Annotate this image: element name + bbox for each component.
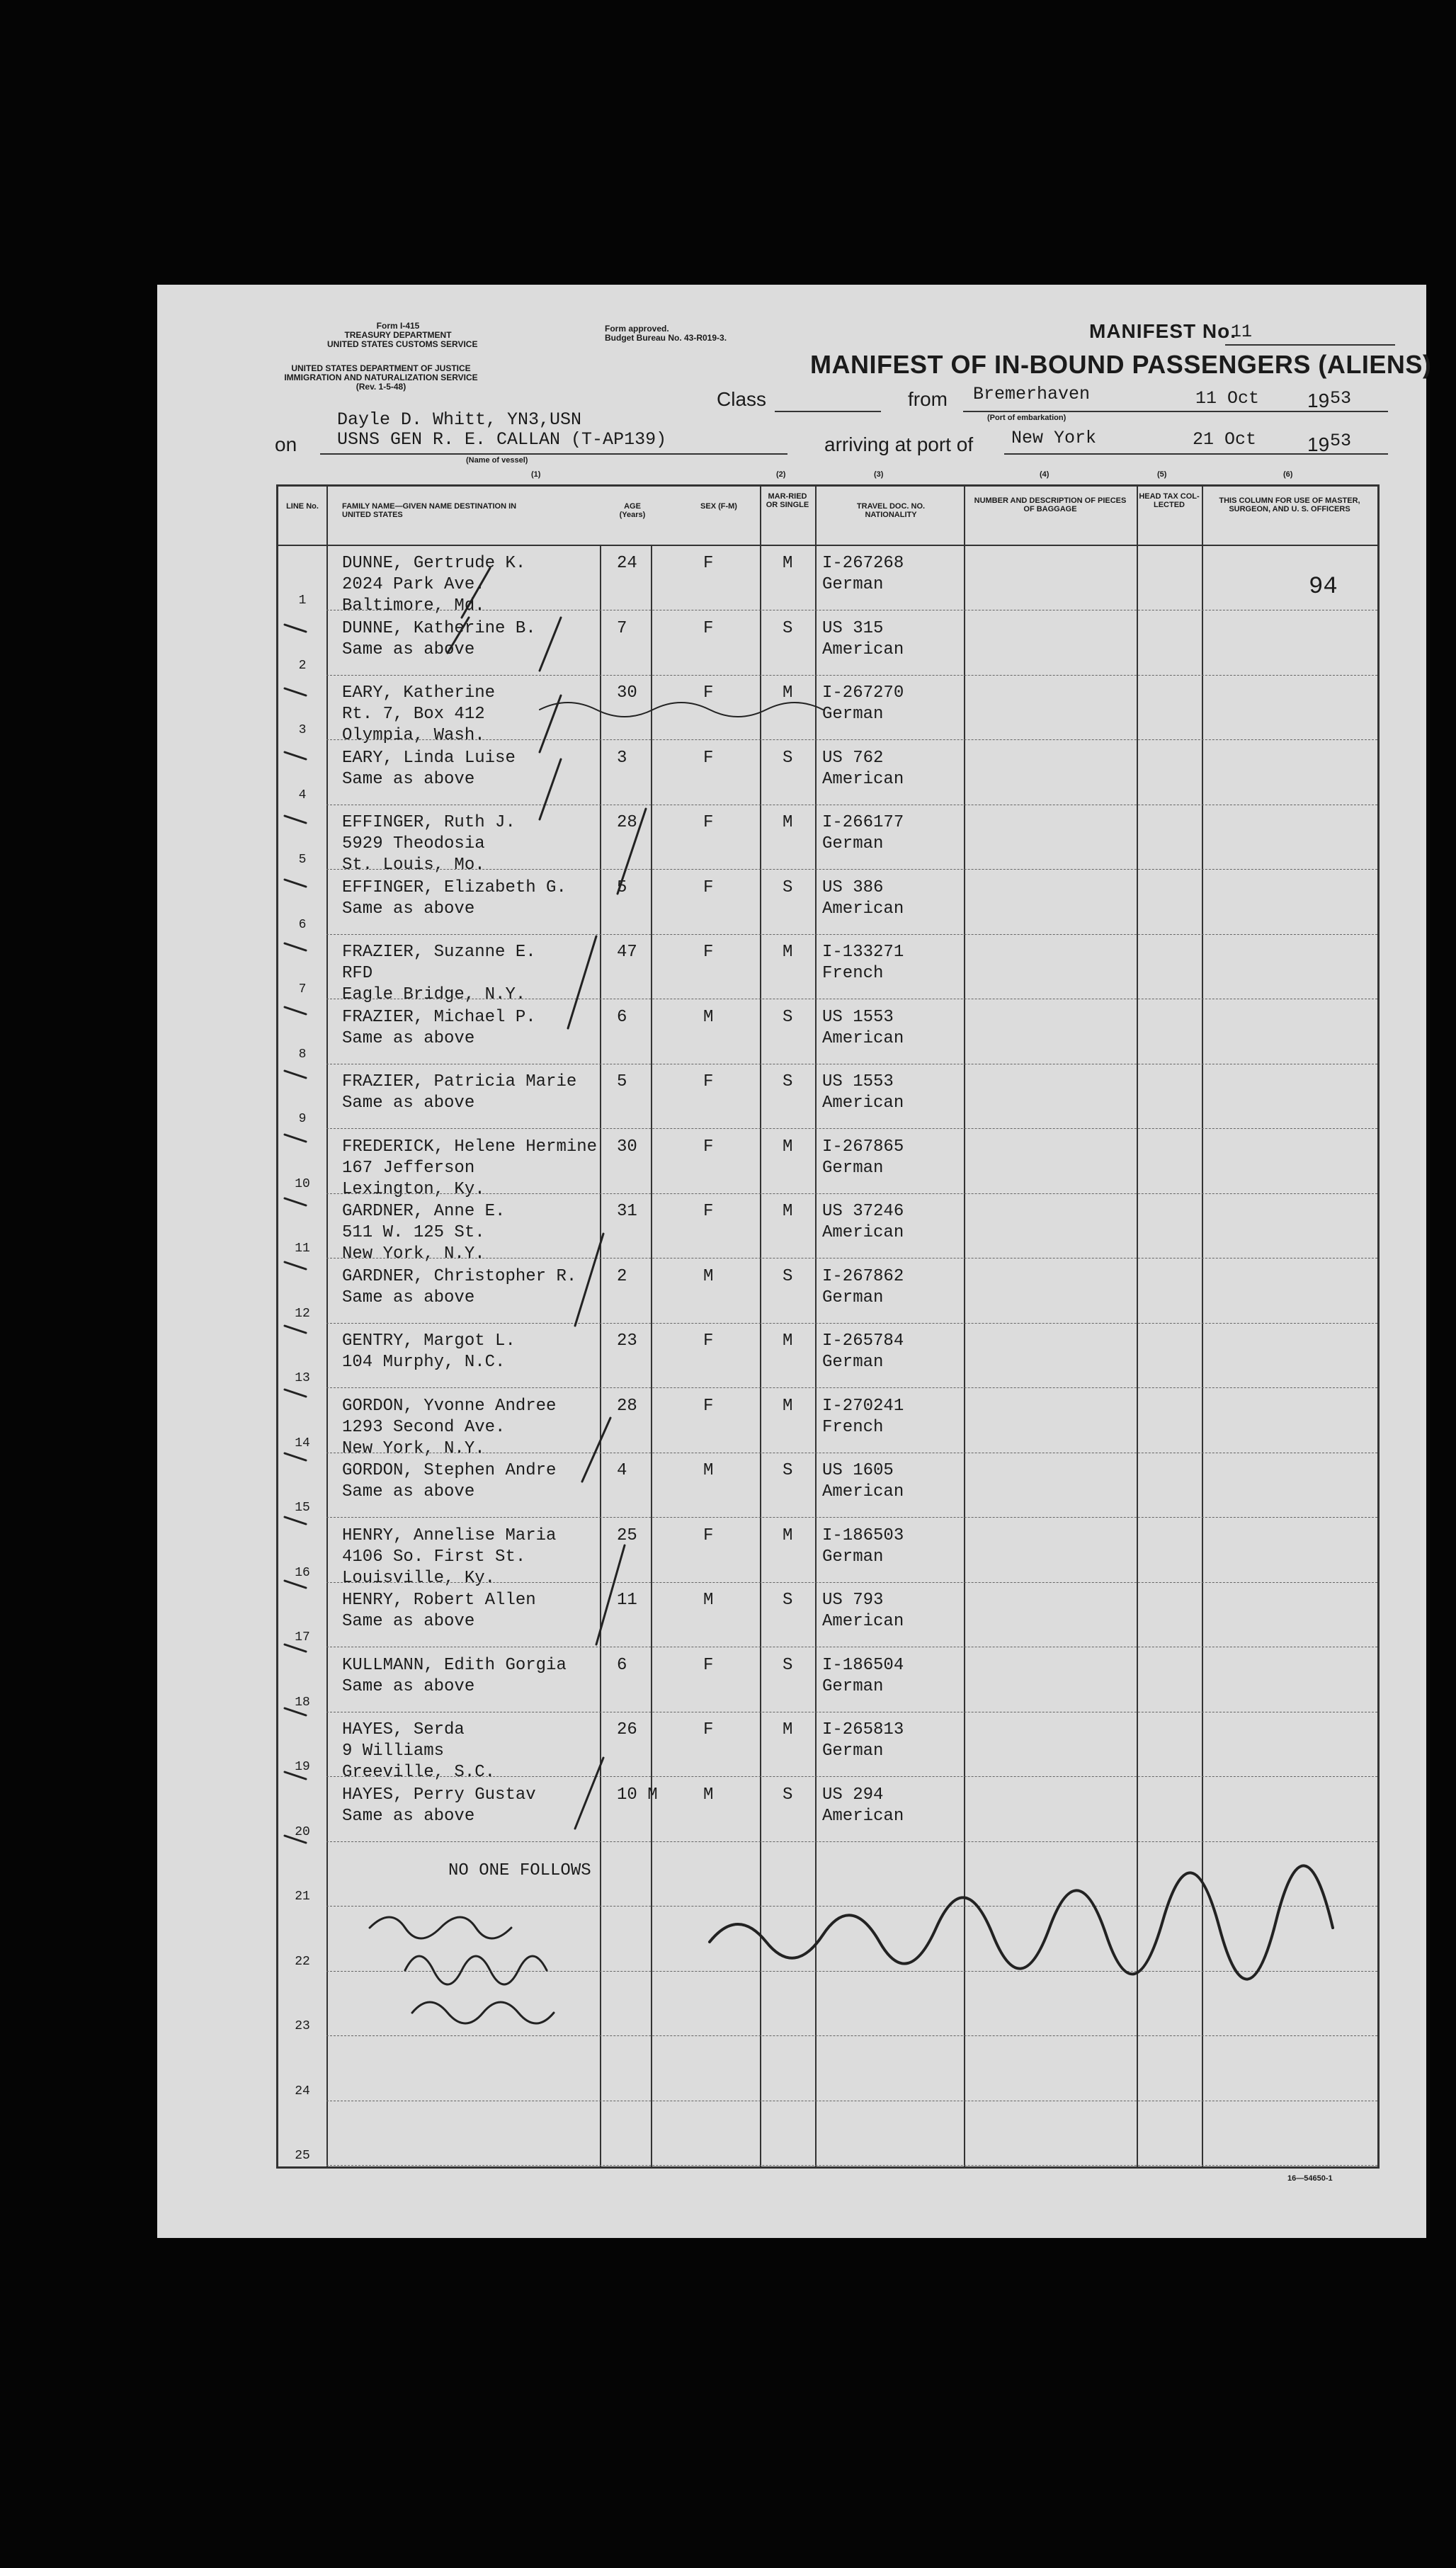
marital-status-cell: S [783,1655,793,1675]
travel-doc-cell: I-265784 [822,1331,904,1351]
age-cell: 5 [617,1072,627,1091]
age-cell: 3 [617,748,627,768]
line-number: 7 [298,982,307,996]
arrival-date: 21 Oct [1193,429,1257,450]
budget-number: Budget Bureau No. 43-R019-3. [605,333,727,343]
travel-doc-cell: I-267865 [822,1137,904,1157]
nationality-cell: German [822,834,884,853]
line-number: 19 [295,1760,310,1774]
passenger-name-destination: EARY, Katherine Rt. 7, Box 412 Olympia, Wash. [342,683,496,745]
checkmark [285,1390,306,1397]
handwriting-layer [157,285,1426,2238]
travel-doc-cell: US 294 [822,1785,884,1805]
form-number: Form I-415 [376,321,420,331]
travel-doc-cell: US 1553 [822,1007,894,1027]
checkmark [285,695,561,759]
age-cell: 30 [617,683,637,703]
travel-doc-cell: I-186504 [822,1655,904,1675]
line-number: 9 [298,1112,307,1126]
line-number: 13 [295,1371,310,1385]
nationality-cell: German [822,1158,884,1178]
age-cell: 6 [617,1655,627,1675]
age-cell: 47 [617,943,637,962]
col-number: (5) [1157,470,1167,479]
nationality-cell: American [822,640,904,659]
travel-doc-cell: US 793 [822,1591,884,1610]
nationality-cell: American [822,769,904,789]
nationality-cell: German [822,1742,884,1761]
line-number: 8 [298,1047,307,1062]
signature-initials [405,1956,547,1984]
col-header-officers: THIS COLUMN FOR USE OF MASTER, SURGEON, AND U. S. OFFICERS [1219,496,1360,513]
col-number: (4) [1040,470,1050,479]
col-header-head-tax: HEAD TAX COL-LECTED [1139,492,1200,509]
embarkation-port: Bremerhaven [973,384,1091,404]
passenger-name-destination: EFFINGER, Ruth J. 5929 Theodosia St. Louis, Mo. [342,813,516,875]
signature-line-10 [370,1917,511,1938]
checkmark [285,1517,306,1524]
arrival-year: 53 [1330,431,1352,451]
marital-status-cell: S [783,618,793,638]
manifest-number-label: MANIFEST No. [1089,320,1236,342]
marital-status-cell: S [783,877,793,897]
marital-status-cell: S [783,1591,793,1610]
col-header-age: AGE (Years) [619,502,646,519]
travel-doc-cell: US 386 [822,877,884,897]
passenger-name-destination: KULLMANN, Edith Gorgia Same as above [342,1655,567,1696]
travel-doc-cell: US 1553 [822,1072,894,1091]
margin-number: 94 [1309,574,1338,601]
line-number: 6 [298,917,307,932]
arriving-label: arriving at port of [824,433,974,455]
age-cell: 6 [617,1007,627,1027]
sex-cell: M [703,1266,714,1286]
from-label: from [908,388,948,410]
handwritten-stamp [540,703,823,717]
line-number: 16 [295,1565,310,1580]
passenger-name-destination: GORDON, Stephen Andre Same as above [342,1461,557,1501]
sex-cell: F [703,1655,714,1675]
manifest-title: MANIFEST OF IN-BOUND PASSENGERS (ALIENS) [810,350,1432,379]
checkmark [285,943,306,950]
travel-doc-cell: I-133271 [822,943,904,962]
checkmark [285,1071,306,1078]
line-number: 11 [295,1242,310,1256]
line-number: 22 [295,1954,310,1969]
nationality-cell: German [822,1288,884,1307]
marital-status-cell: M [783,1137,793,1157]
treasury-label: TREASURY DEPARTMENT [344,330,452,340]
nationality-cell: German [822,575,884,594]
passenger-name-destination: HENRY, Robert Allen Same as above [342,1591,536,1631]
line-number: 20 [295,1824,310,1839]
marital-status-cell: M [783,683,793,703]
sex-cell: M [703,1007,714,1027]
col-number: (2) [776,470,786,479]
travel-doc-cell: US 762 [822,748,884,768]
col-header-travel-doc: TRAVEL DOC. NO. NATIONALITY [856,502,926,519]
marital-status-cell: M [783,813,793,832]
sex-cell: F [703,554,714,573]
line-number: 12 [295,1306,310,1321]
line-number: 25 [295,2149,310,2163]
passenger-name-destination: DUNNE, Gertrude K. 2024 Park Ave. Baltimore, Md. [342,554,526,615]
vessel-caption: (Name of vessel) [466,456,528,465]
age-cell: 10 M [617,1785,658,1805]
travel-doc-cell: I-186503 [822,1526,904,1545]
officer-signature [710,1865,1333,1979]
sex-cell: M [703,1591,714,1610]
line-number: 17 [295,1630,310,1644]
sex-cell: F [703,1202,714,1221]
line-number: 3 [298,723,307,737]
sex-cell: F [703,1720,714,1739]
col-number: (6) [1283,470,1293,479]
revision-label: (Rev. 1-5-48) [356,382,406,392]
nationality-cell: American [822,1482,904,1501]
col-header-line: LINE No. [286,502,319,511]
checkmark [285,618,561,695]
passenger-name-destination: EARY, Linda Luise Same as above [342,748,516,789]
line-number: 4 [298,788,307,802]
signature-name [412,2002,554,2023]
col-number: (3) [874,470,884,479]
checkmark [285,1708,306,1715]
travel-doc-cell: US 1605 [822,1461,894,1480]
marital-status-cell: M [783,1331,793,1351]
passenger-name-destination: HAYES, Serda 9 Williams Greeville, S.C. [342,1720,496,1782]
line-number: 2 [298,658,307,673]
travel-doc-cell: I-265813 [822,1720,904,1739]
sex-cell: M [703,1461,714,1480]
travel-doc-cell: I-270241 [822,1396,904,1416]
travel-doc-cell: I-267270 [822,683,904,703]
line-number: 5 [298,853,307,867]
customs-label: UNITED STATES CUSTOMS SERVICE [327,339,478,349]
checkmark [285,1198,306,1205]
travel-doc-cell: US 37246 [822,1202,904,1221]
sex-cell: F [703,943,714,962]
passenger-name-destination: DUNNE, Katherine B. Same as above [342,618,536,659]
nationality-cell: American [822,1028,904,1048]
age-cell: 2 [617,1266,627,1286]
embarkation-year-prefix: 19 [1307,390,1330,411]
checkmark [285,1545,625,1644]
sex-cell: F [703,877,714,897]
ins-label: IMMIGRATION AND NATURALIZATION SERVICE [284,373,478,382]
passenger-name-destination: GENTRY, Margot L. 104 Murphy, N.C. [342,1331,516,1372]
footer-code: 16—54650-1 [1287,2174,1333,2183]
line-number: 23 [295,2019,310,2033]
manifest-page [157,285,1432,2238]
marital-status-cell: M [783,1396,793,1416]
age-cell: 30 [617,1137,637,1157]
arrival-year-prefix: 19 [1307,433,1330,455]
embarkation-date: 11 Oct [1195,388,1260,409]
age-cell: 28 [617,1396,637,1416]
passenger-name-destination: FRAZIER, Michael P. Same as above [342,1007,536,1048]
marital-status-cell: S [783,1785,793,1805]
age-cell: 26 [617,1720,637,1739]
arrival-port: New York [1011,428,1097,448]
passenger-name-destination: HENRY, Annelise Maria 4106 So. First St. Louisville, Ky. [342,1526,557,1588]
form-approved: Form approved. [605,324,669,334]
passenger-name-destination: GARDNER, Christopher R. Same as above [342,1266,577,1307]
age-cell: 4 [617,1461,627,1480]
embarkation-caption: (Port of embarkation) [987,414,1067,422]
passenger-name-destination: FREDERICK, Helene Hermine 167 Jefferson Lexington, Ky. [342,1137,598,1199]
age-cell: 31 [617,1202,637,1221]
nationality-cell: German [822,1676,884,1696]
checkmark [285,1644,306,1652]
master-name: Dayle D. Whitt, YN3,USN [337,409,582,430]
checkmark [285,809,646,894]
doj-label: UNITED STATES DEPARTMENT OF JUSTICE [291,363,471,373]
line-number: 18 [295,1695,310,1710]
sex-cell: F [703,618,714,638]
nationality-cell: French [822,964,884,983]
sex-cell: F [703,813,714,832]
age-cell: 23 [617,1331,637,1351]
sex-cell: F [703,1396,714,1416]
passenger-name-destination: NO ONE FOLLOWS [448,1861,591,1880]
line-number: 10 [295,1176,310,1191]
nationality-cell: German [822,705,884,724]
line-number: 24 [295,2084,310,2098]
marital-status-cell: S [783,1007,793,1027]
marital-status-cell: M [783,943,793,962]
checkmark [285,1418,610,1482]
col-header-sex: SEX (F-M) [700,502,737,511]
marital-status-cell: M [783,1720,793,1739]
nationality-cell: American [822,899,904,919]
col-number: (1) [531,470,541,479]
passenger-name-destination: FRAZIER, Suzanne E. RFD Eagle Bridge, N.Y. [342,943,536,1004]
line-number: 21 [295,1890,310,1904]
nationality-cell: German [822,1547,884,1567]
travel-doc-cell: I-266177 [822,813,904,832]
age-cell: 28 [617,813,637,832]
col-header-married: MAR-RIED OR SINGLE [766,492,809,509]
checkmark [285,936,596,1028]
nationality-cell: American [822,1806,904,1826]
checkmark [285,759,561,823]
passenger-name-destination: HAYES, Perry Gustav Same as above [342,1785,536,1826]
passenger-name-destination: GARDNER, Anne E. 511 W. 125 St. New York, N.Y. [342,1202,506,1263]
travel-doc-cell: I-267862 [822,1266,904,1286]
marital-status-cell: S [783,748,793,768]
line-number: 1 [298,593,307,608]
marital-status-cell: M [783,1202,793,1221]
marital-status-cell: M [783,554,793,573]
nationality-cell: American [822,1093,904,1113]
checkmark [285,1758,603,1829]
marital-status-cell: S [783,1461,793,1480]
age-cell: 24 [617,554,637,573]
passenger-name-destination: EFFINGER, Elizabeth G. Same as above [342,877,567,919]
line-number: 15 [295,1501,310,1515]
travel-doc-cell: I-267268 [822,554,904,573]
marital-status-cell: S [783,1266,793,1286]
col-header-baggage: NUMBER AND DESCRIPTION OF PIECES OF BAGGAGE [974,496,1127,513]
age-cell: 25 [617,1526,637,1545]
line-number: 14 [295,1436,310,1450]
checkmark [285,1135,306,1142]
sex-cell: F [703,1526,714,1545]
sex-cell: F [703,683,714,703]
class-label: Class [717,388,767,410]
marital-status-cell: M [783,1526,793,1545]
sex-cell: F [703,1331,714,1351]
age-cell: 5 [617,877,627,897]
embarkation-year: 53 [1330,388,1352,409]
checkmark [285,1836,306,1843]
checkmark [285,1234,603,1326]
marital-status-cell: S [783,1072,793,1091]
manifest-number-value: 11 [1231,322,1253,342]
checkmark [285,568,490,653]
checkmark [285,1326,306,1333]
nationality-cell: American [822,1612,904,1631]
sex-cell: F [703,1137,714,1157]
age-cell: 7 [617,618,627,638]
age-cell: 11 [617,1591,637,1610]
sex-cell: M [703,1785,714,1805]
col-header-name: FAMILY NAME—GIVEN NAME DESTINATION IN UNITED STATES [342,502,517,519]
nationality-cell: French [822,1417,884,1437]
sex-cell: F [703,748,714,768]
vessel-name: USNS GEN R. E. CALLAN (T-AP139) [337,429,667,450]
sex-cell: F [703,1072,714,1091]
travel-doc-cell: US 315 [822,618,884,638]
nationality-cell: American [822,1223,904,1242]
passenger-name-destination: FRAZIER, Patricia Marie Same as above [342,1072,577,1113]
on-label: on [275,433,297,455]
nationality-cell: German [822,1353,884,1372]
passenger-name-destination: GORDON, Yvonne Andree 1293 Second Ave. New York, N.Y. [342,1396,557,1458]
